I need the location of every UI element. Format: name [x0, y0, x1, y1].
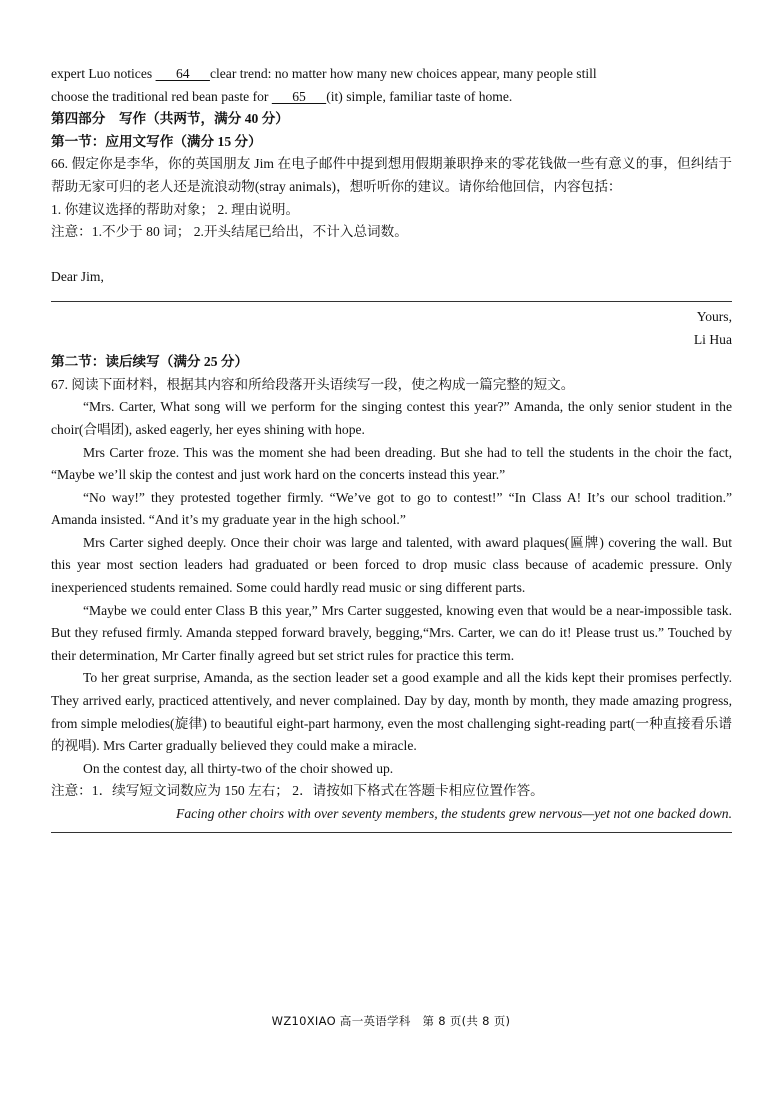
q66-prompt: 66. 假定你是李华，你的英国朋友 Jim 在电子邮件中提到想用假期兼职挣来的零花钱做一些有意义的事，但纠结于帮助无家可归的老人还是流浪动物(stray animals)，想听听你的建议。请你给他回信，内容包括： [51, 156, 732, 194]
story-paragraph: “Maybe we could enter Class B this year,” Mrs Carter suggested, knowing even that would be a near-impossible task. But they refused firmly. Amanda stepped forward bravely, begging,“Mrs. Carter, we can do it! Please trust us.” Touched by their determination, Mr Carter finally agreed but set strict rules for practice this term. [51, 602, 732, 663]
part4-heading: 第四部分 写作（共两节，满分 40 分） [51, 111, 289, 127]
writing-line [51, 832, 732, 833]
letter-closing: Yours, [696, 308, 732, 324]
story-paragraph: Mrs Carter sighed deeply. Once their choir was large and talented, with award plaques(匾牌) covering the wall. But this year most section leaders had graduated or been forced to drop music class because of academic pressure. Only inexperienced students remained. Some could hardly read music or sing different parts. [51, 534, 732, 596]
section1-heading: 第一节：应用文写作（满分 15 分） [51, 133, 262, 149]
blank-65: 65 [271, 88, 327, 104]
story-paragraph: “Mrs. Carter, What song will we perform for the singing contest this year?” Amanda, the only senior student in the choir(合唱团), asked eagerly, her eyes shining with hope. [51, 399, 732, 437]
story-paragraph: “No way!” they protested together firmly. “We’ve got to go to contest!” “In Class A! It’s our school tradition.” Amanda insisted. “And it’s my graduate year in the high school.” [51, 489, 732, 528]
story-paragraph: To her great surprise, Amanda, as the section leader set a good example and all the kids kept their promises perfectly. They arrived early, practiced attentively, and never complained. Day by day, month by month, they made amazing progress, from simple melodies(旋律) to beautiful eight-part harmony, even the most challenging sight-reading part(一种直接看乐谱的视唱). Mrs Carter gradually believed they could make a miracle. [51, 670, 732, 754]
page-footer: WZ10XIAO 高一英语学科 第 8 页(共 8 页) [271, 1014, 511, 1028]
story-paragraph: On the contest day, all thirty-two of the choir showed up. [83, 760, 394, 776]
q66-note: 注意：1.不少于 80 词； 2.开头结尾已给出，不计入总词数。 [51, 224, 408, 240]
section2-heading: 第二节：读后续写（满分 25 分） [51, 354, 249, 370]
q67-note: 注意：1．续写短文词数应为 150 左右； 2．请按如下格式在答题卡相应位置作答。 [51, 783, 544, 799]
story-paragraph: Mrs Carter froze. This was the moment she had been dreading. But she had to tell the students in the choir the fact, “Maybe we’ll skip the contest and just work hard on the concerts instead this year.” [51, 444, 732, 483]
exam-page [51, 63, 732, 833]
continuation-opening: Facing other choirs with over seventy members, the students grew nervous—yet not one backed down. [176, 806, 732, 821]
q66-points: 1. 你建议选择的帮助对象； 2. 理由说明。 [51, 201, 300, 217]
q67-prompt: 67. 阅读下面材料，根据其内容和所给段落开头语续写一段，使之构成一篇完整的短文。 [51, 376, 575, 392]
cloze-line-2: choose the traditional red bean paste for 65 (it) simple, familiar taste of home. [51, 86, 732, 109]
blank-64: 64 [155, 66, 210, 81]
letter-greeting: Dear Jim, [51, 269, 104, 285]
cloze-line-1: expert Luo notices 64 clear trend: no matter how many new choices appear, many people still [51, 63, 732, 86]
letter-signature: Li Hua [693, 331, 732, 347]
